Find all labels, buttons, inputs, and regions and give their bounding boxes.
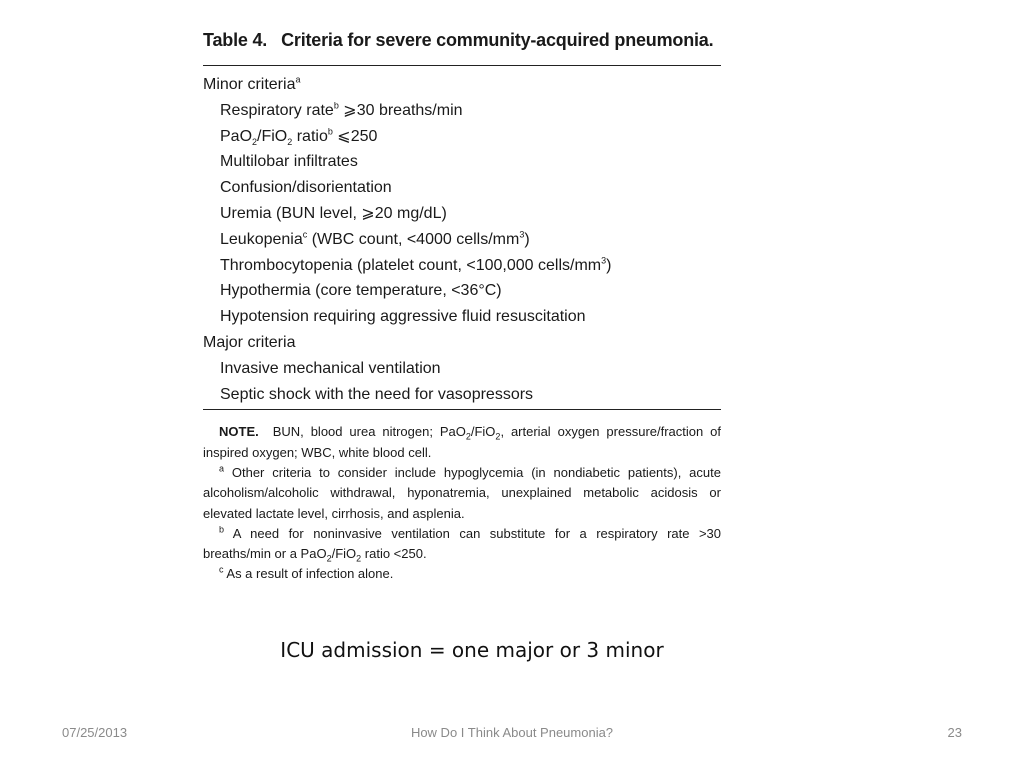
note-label: NOTE.	[219, 424, 259, 440]
note-abbreviations: NOTE. BUN, blood urea nitrogen; PaO$_2$/FiO$_2$, arterial oxygen pressure/fraction of inspired oxygen; WBC, white blood cell.	[203, 424, 721, 460]
criterion-septic-shock: Septic shock with the need for vasopressors	[220, 385, 534, 403]
criterion-multilobar: Multilobar infiltrates	[220, 153, 358, 171]
footnote-c: $^c$ As a result of infection alone.	[219, 565, 394, 582]
criterion-respiratory-rate: Respiratory rate$^b$ ⩾30 breaths/min	[220, 100, 463, 119]
criterion-leukopenia: Leukopenia$^c$ (WBC count, <4000 cells/$mm^3$)	[220, 229, 530, 248]
minor-criteria-heading: Minor criteria$^a$	[203, 74, 301, 93]
footnote-a: $^a$ Other criteria to consider include hypoglycemia (in nondiabetic patients), acute alcoholism/alcoholic withdrawal, hyponatremia, unexplained metabolic acidosis or elevated lactate level, cirrhosis, and asplenia.	[203, 463, 721, 521]
criterion-hypothermia: Hypothermia (core temperature, <36°C)	[220, 282, 502, 300]
criterion-uremia: Uremia (BUN level, ⩾20 mg/dL)	[220, 204, 447, 222]
footer-date: 07/25/2013	[62, 725, 128, 740]
icu-admission-statement: ICU admission = one major or 3 minor	[280, 638, 664, 662]
table-notes	[203, 422, 721, 584]
criterion-hypotension: Hypotension requiring aggressive fluid resuscitation	[220, 308, 586, 326]
footer-page-number: 23	[947, 725, 962, 740]
criterion-confusion: Confusion/disorientation	[220, 179, 392, 197]
criteria-table	[203, 26, 721, 585]
criteria-list	[203, 66, 721, 407]
major-criteria-heading: Major criteria	[203, 333, 296, 351]
footer-title: How Do I Think About Pneumonia?	[410, 725, 614, 740]
criterion-thrombocytopenia: Thrombocytopenia (platelet count, <100,000 cells/$mm^3$)	[220, 255, 612, 274]
criterion-mechanical-ventilation: Invasive mechanical ventilation	[220, 359, 441, 377]
table-number: Table 4.	[203, 30, 268, 50]
table-bottom-rule	[203, 409, 721, 410]
footnote-b: $^b$ A need for noninvasive ventilation can substitute for a respiratory rate >30 breaths/min or a PaO$_2$/FiO$_2$ ratio <250.	[203, 524, 721, 564]
table-title	[203, 26, 721, 54]
criterion-pao2-fio2: PaO$_2$/FiO$_2$ ratio$^b$ ⩽250	[220, 126, 378, 147]
table-title-text: Criteria for severe community-acquired pneumonia.	[281, 30, 714, 50]
